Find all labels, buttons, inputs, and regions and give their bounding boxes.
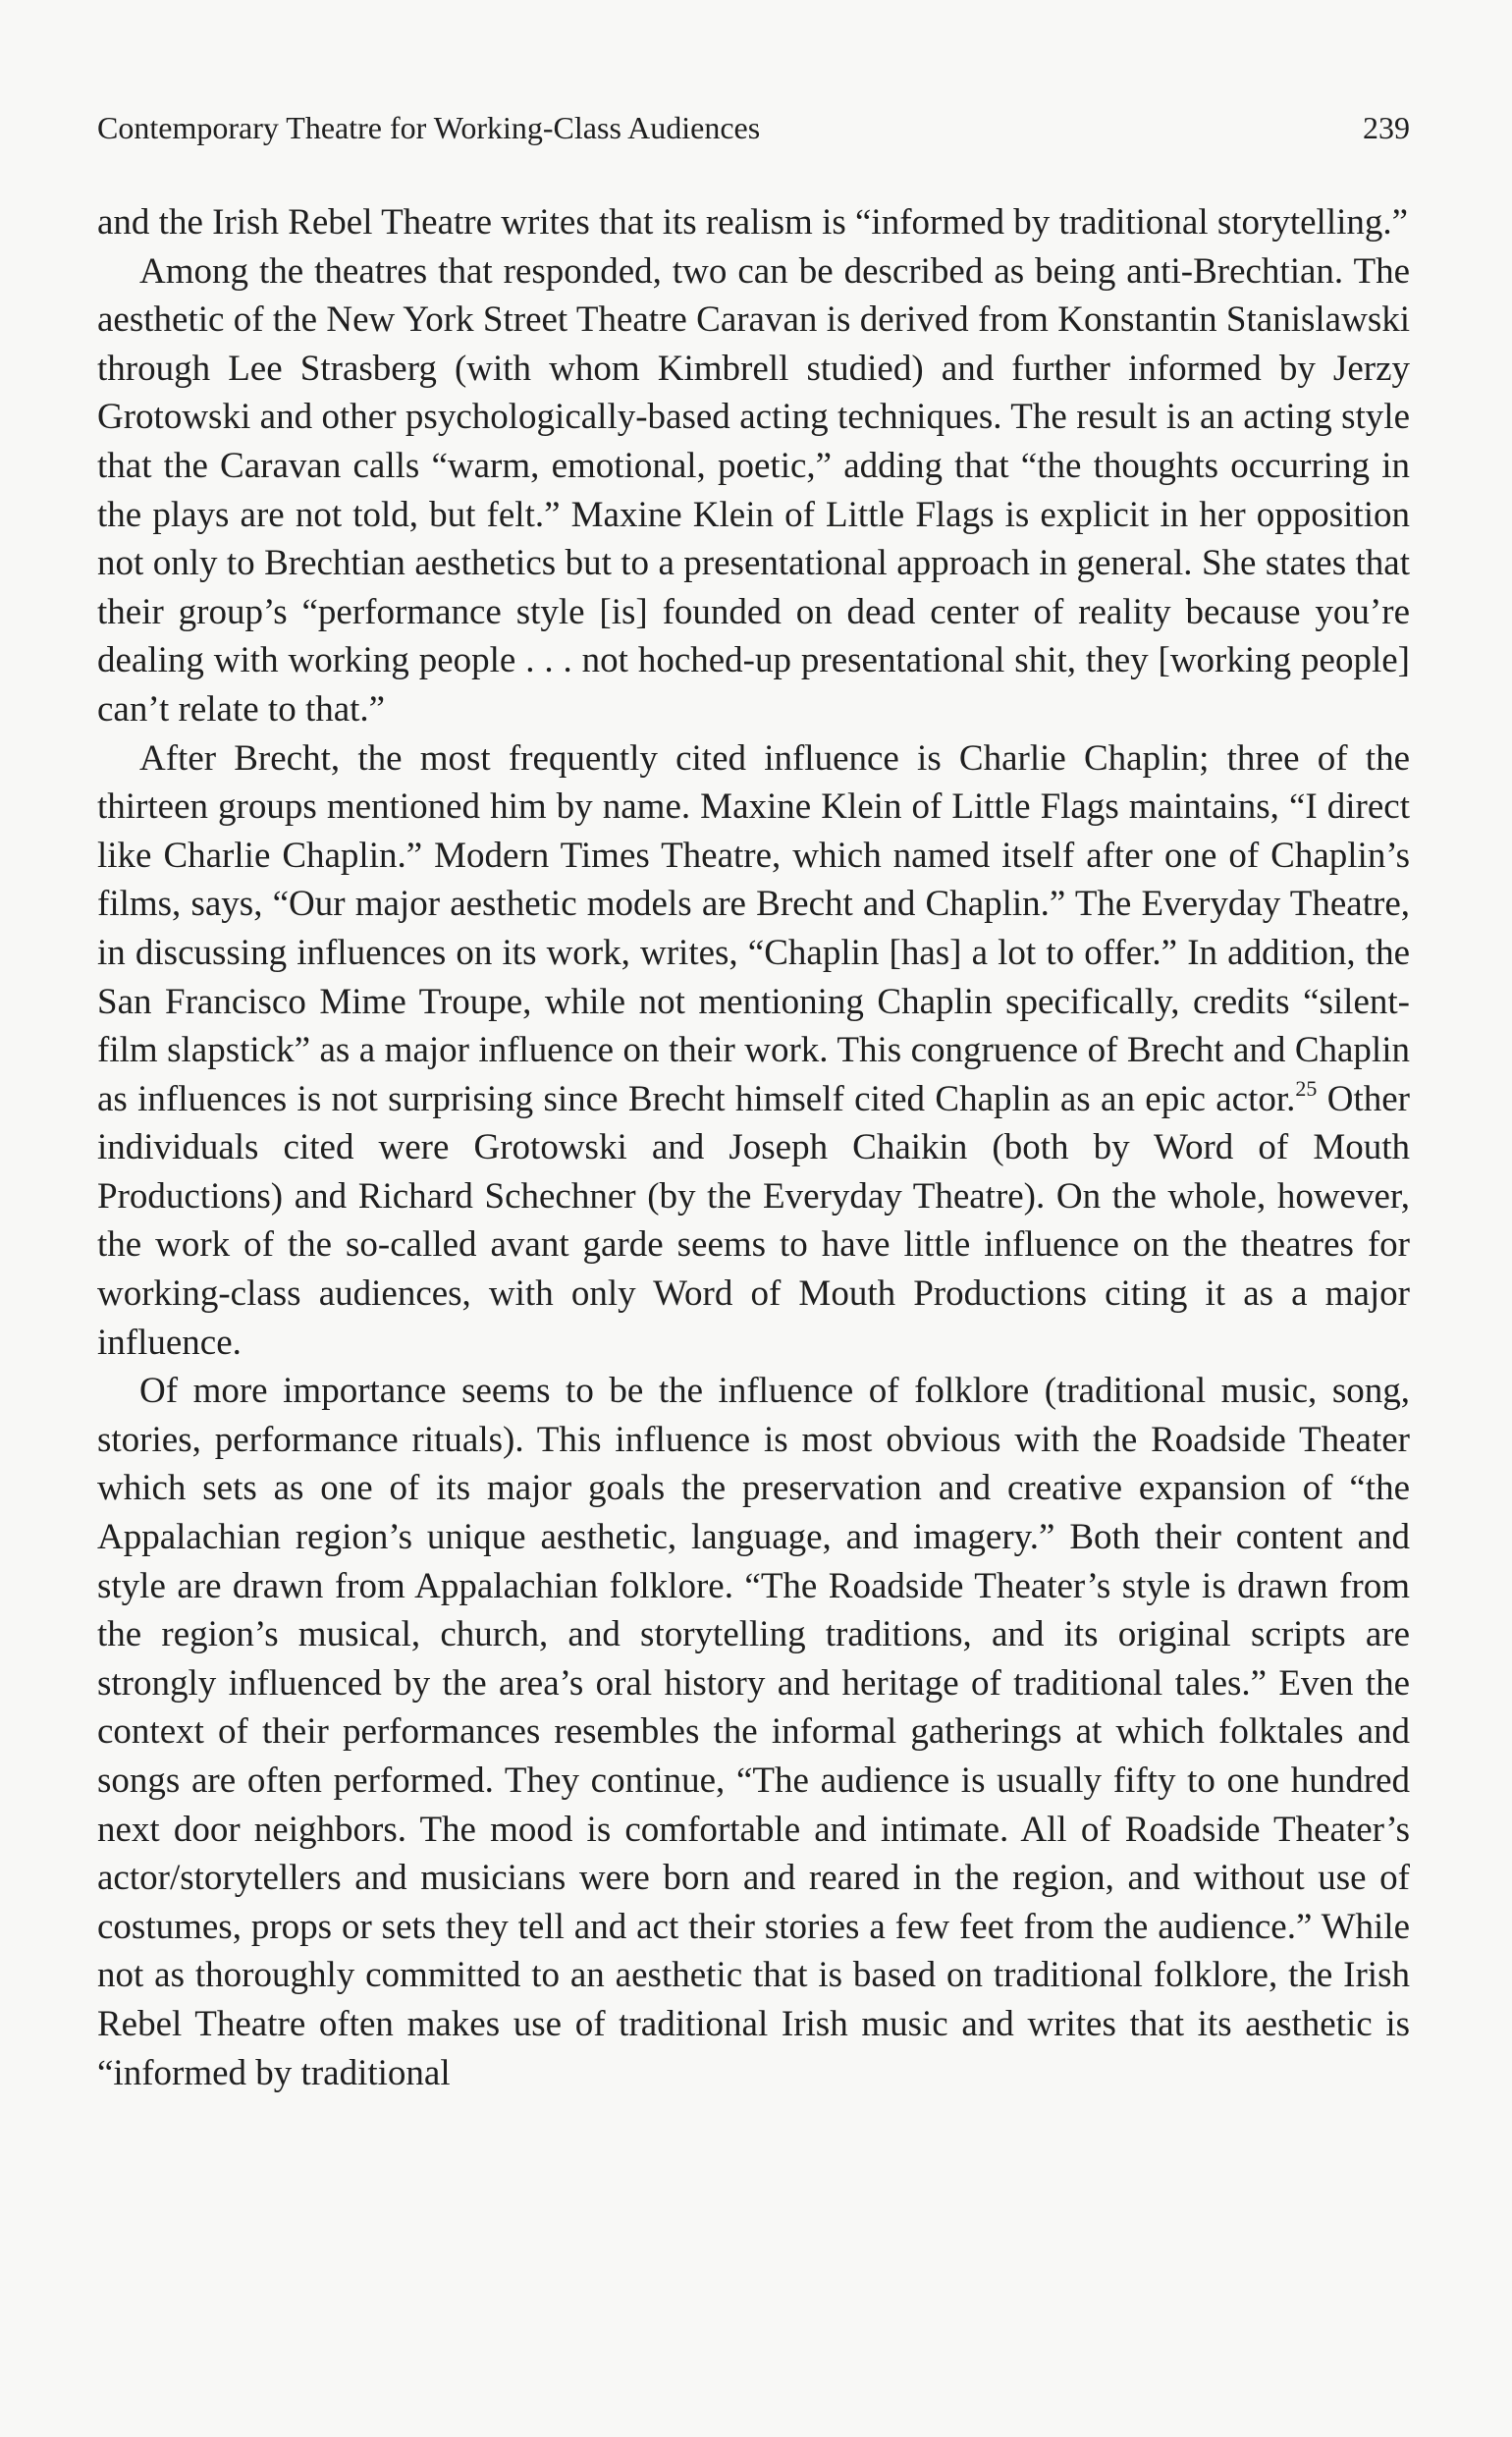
body-text xyxy=(97,198,1410,2097)
footnote-reference: 25 xyxy=(1295,1075,1318,1101)
running-title: Contemporary Theatre for Working-Class Audiences xyxy=(97,110,761,145)
paragraph-folklore-influence: Of more importance seems to be the influence of folklore (traditional music, song, stories, performance rituals). This influence is most obvious with the Roadside Theater which sets as one of its major goals the preservation and creative expansion of “the Appalachian region’s unique aesthetic, language, and imagery.” Both their content and style are drawn from Appalachian folklore. “The Roadside Theater’s style is drawn from the region’s musical, church, and storytelling traditions, and its original scripts are strongly influenced by the area’s oral history and heritage of traditional tales.” Even the context of their performances resembles the informal gatherings at which folktales and songs are often performed. They continue, “The audience is usually fifty to one hundred next door neighbors. The mood is comfortable and intimate. All of Roadside Theater’s actor/storytellers and musicians were born and reared in the region, and without use of costumes, props or sets they tell and act their stories a few feet from the audience.” While not as thoroughly committed to an aesthetic that is based on traditional folklore, the Irish Rebel Theatre often makes use of traditional Irish music and writes that its aesthetic is “informed by traditional xyxy=(97,1371,1410,2093)
paragraph-text: After Brecht, the most frequently cited influence is Charlie Chaplin; three of the thirteen groups mentioned him by name. Maxine Klein of Little Flags maintains, “I direct like Charlie Chaplin.” Modern Times Theatre, which named itself after one of Chaplin’s films, says, “Our major aesthetic models are Brecht and Chaplin.” The Everyday Theatre, in discussing influences on its work, writes, “Chaplin [has] a lot to offer.” In addition, the San Francisco Mime Troupe, while not mentioning Chaplin specifically, credits “silent-film slapstick” as a major influence on their work. This congruence of Brecht and Chaplin as influences is not surprising since Brecht himself cited Chaplin as an epic actor. xyxy=(97,737,1410,1119)
running-head xyxy=(97,106,1410,149)
paragraph-chaplin-influence xyxy=(97,734,1410,1368)
paragraph-text: Other individuals cited were Grotowski and Joseph Chaikin (both by Word of Mouth Productions) and Richard Schechner (by the Everyday Theatre). On the whole, however, the work of the so-called avant garde seems to have little influence on the theatres for working-class audiences, with only Word of Mouth Productions citing it as a major influence. xyxy=(97,1078,1411,1363)
paragraph-anti-brechtian: Among the theatres that responded, two can be described as being anti-Brechtian. The aesthetic of the New York Street Theatre Caravan is derived from Konstantin Stanislawski through Lee Strasberg (with whom Kimbrell studied) and further informed by Jerzy Grotowski and other psychologically-based acting techniques. The result is an acting style that the Caravan calls “warm, emotional, poetic,” adding that “the thoughts occurring in the plays are not told, but felt.” Maxine Klein of Little Flags is explicit in her opposition not only to Brechtian aesthetics but to a presentational approach in general. She states that their group’s “performance style [is] founded on dead center of reality because you’re dealing with working people . . . not hoched-up presentational shit, they [working people] can’t relate to that.” xyxy=(97,250,1410,730)
paragraph-continued: and the Irish Rebel Theatre writes that its realism is “informed by traditional storytelling.” xyxy=(97,202,1409,243)
page-number: 239 xyxy=(1363,110,1410,145)
